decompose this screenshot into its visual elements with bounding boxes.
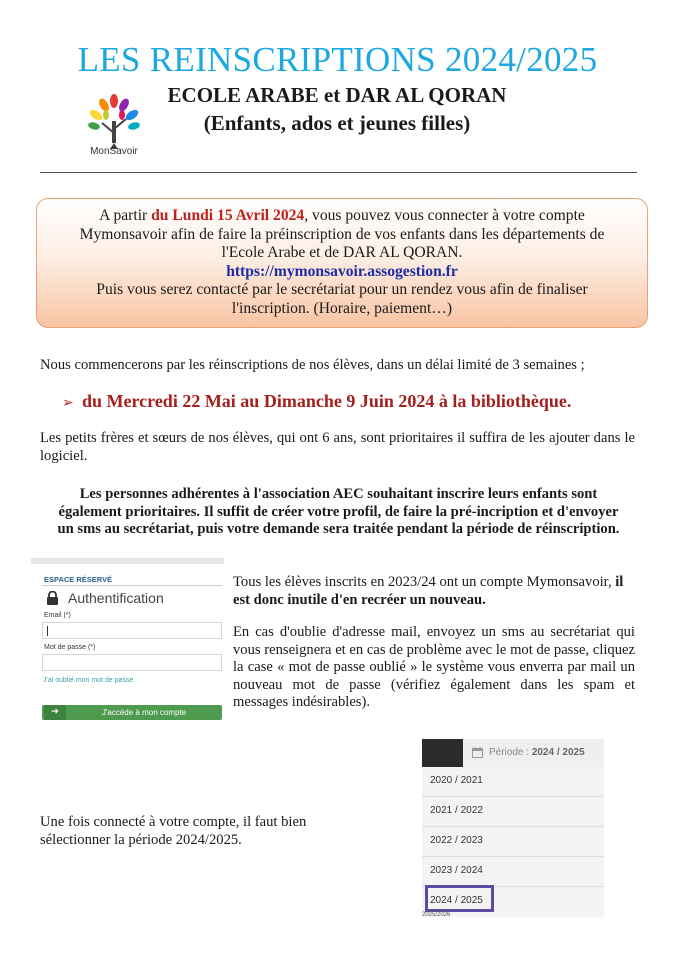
paragraph-select-period: Une fois connecté à votre compte, il faut bien sélectionner la période 2024/2025. — [40, 814, 307, 848]
date-bullet: du Mercredi 22 Mai au Dimanche 9 Juin 2024 à la bibliothèque. — [82, 391, 572, 411]
auth-title: Authentification — [68, 590, 164, 606]
email-field[interactable] — [42, 622, 222, 639]
notice-footer: Puis vous serez contacté par le secrétariat pour un rendez vous afin de finaliser l'inscription. (Horaire, paiement…) — [96, 281, 588, 317]
paragraph-forgot: En cas d'oublie d'adresse mail, envoyez un sms au secrétariat qui vous renseignera et en cas de problème avec le mot de passe, cliquez la case « mot de passe oublié » le système vous enverra par mail un nouveau mot de passe (vérifiez également dans les spam et messages indésirables). — [233, 624, 635, 710]
period-option-2020[interactable]: 2020 / 2021 — [422, 767, 604, 797]
subtitle-line1: ECOLE ARABE et DAR AL QORAN — [167, 83, 507, 107]
accounts-bold: il est donc inutile d'en recréer un nouveau. — [233, 574, 624, 608]
selection-highlight — [425, 885, 494, 912]
period-current: 2024 / 2025 — [531, 747, 585, 758]
period-dark-block — [422, 739, 463, 767]
logo-text: MonSavoir — [90, 146, 138, 157]
period-label — [489, 747, 585, 758]
auth-topbar — [31, 558, 224, 564]
calendar-icon — [472, 747, 483, 758]
notice-prefix: A partir — [99, 207, 152, 224]
arrow-right-icon: ➔ — [44, 705, 66, 720]
password-label: Mot de passe (*) — [44, 644, 96, 651]
divider — [40, 172, 637, 173]
lock-icon — [46, 591, 59, 605]
period-option-2022[interactable]: 2022 / 2023 — [422, 827, 604, 857]
page-title: LES REINSCRIPTIONS 2024/2025 — [77, 40, 598, 79]
period-option-2023[interactable]: 2023 / 2024 — [422, 857, 604, 887]
auth-reserved-label: ESPACE RÉSERVÉ — [44, 575, 113, 584]
notice-url-link[interactable]: https://mymonsavoir.assogestion.fr — [226, 262, 458, 280]
period-cut-text: 2025/2026 — [422, 912, 451, 918]
notice-text — [60, 207, 624, 319]
auth-divider — [42, 585, 222, 586]
period-label-text: Période : — [489, 747, 532, 758]
period-option-2021[interactable]: 2021 / 2022 — [422, 797, 604, 827]
notice-date: du Lundi 15 Avril 2024 — [151, 207, 305, 224]
paragraph-accounts — [233, 573, 635, 609]
paragraph-siblings: Les petits frères et sœurs de nos élèves, qui ont 6 ans, sont prioritaires il suffira de les ajouter dans le logiciel. — [40, 430, 635, 464]
paragraph-members: Les personnes adhérentes à l'association AEC souhaitant inscrire leurs enfants sont également prioritaires. Il suffit de créer votre profil, de faire la pré-incription et d'envoyer un sms au secrétariat, puis votre demande sera traitée pendant la période de réinscription. — [57, 486, 620, 537]
notice-body: , vous pouvez vous connecter à votre compte Mymonsavoir afin de faire la préinscription de vos enfants dans les départements de l'Ecole Arabe et de DAR AL QORAN. — [79, 207, 605, 262]
accounts-text: Tous les élèves inscrits en 2023/24 ont un compte Mymonsavoir, — [233, 574, 616, 590]
text-caret — [47, 626, 48, 636]
arrow-bullet-icon: ➢ — [62, 395, 74, 411]
password-field[interactable] — [42, 654, 222, 671]
forgot-password-link[interactable]: J'ai oublié mon mot de passe — [43, 677, 134, 684]
paragraph-reinscriptions: Nous commencerons par les réinscriptions de nos élèves, dans un délai limité de 3 semaines ; — [40, 357, 585, 373]
email-label: Email (*) — [44, 612, 71, 619]
login-button-label: J'accède à mon compte — [101, 708, 187, 717]
period-option-2024[interactable]: 2024 / 2025 — [430, 895, 483, 906]
subtitle-line2: (Enfants, ados et jeunes filles) — [203, 111, 471, 135]
